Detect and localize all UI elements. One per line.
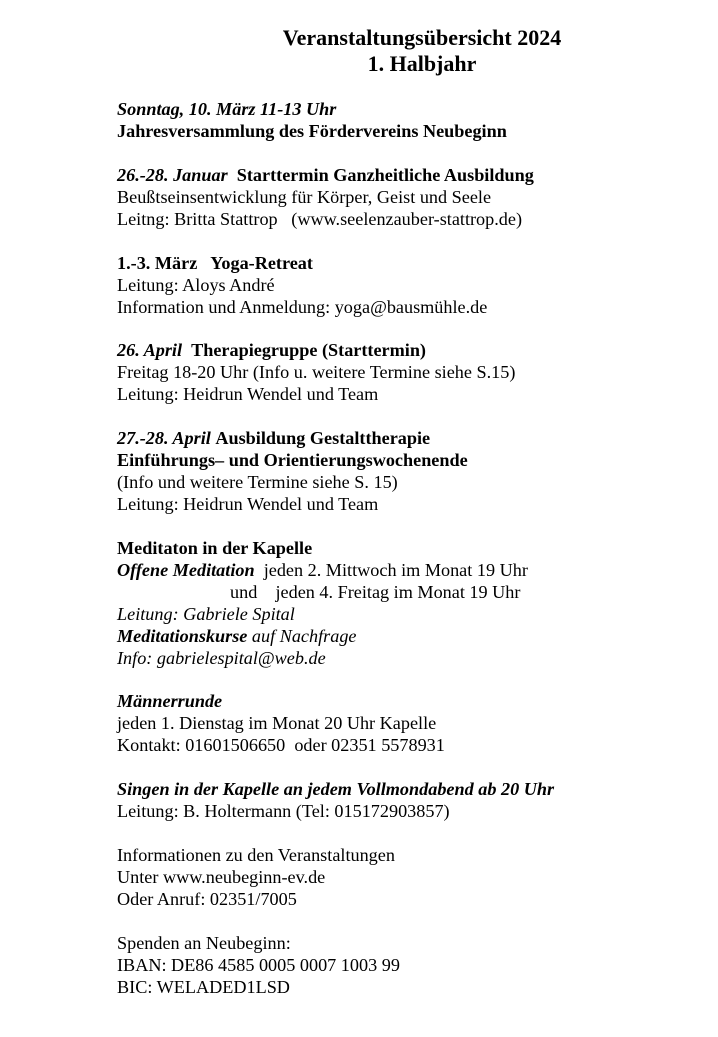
- meditation-info: Info: gabrielespital@web.de: [117, 648, 326, 668]
- meditation-kurse: [117, 625, 357, 647]
- maennerrunde-kontakt: Kontakt: 01601506650 oder 02351 5578931: [117, 735, 445, 755]
- event-info: Information und Anmeldung: yoga@bausmühle.de: [117, 297, 488, 317]
- event-heading: [117, 339, 426, 361]
- event-date: 26.-28. Januar: [117, 165, 228, 185]
- event-leitung: Leitung: Heidrun Wendel und Team: [117, 384, 379, 404]
- event-title: Starttermin Ganzheitliche Ausbildung: [236, 165, 534, 185]
- event-time: Freitag 18-20 Uhr (Info u. weitere Termine siehe S.15): [117, 362, 516, 382]
- event-date: 26. April: [117, 340, 183, 360]
- event-heading: [117, 252, 313, 274]
- event-leitung: Leitng: Britta Stattrop (www.seelenzauber-stattrop.de): [117, 209, 523, 229]
- maennerrunde-time: jeden 1. Dienstag im Monat 20 Uhr Kapelle: [117, 713, 437, 733]
- page-title: Veranstaltungsübersicht 2024: [282, 25, 562, 50]
- meditation-time: jeden 4. Freitag im Monat 19 Uhr: [275, 582, 521, 602]
- event-heading: [117, 427, 430, 449]
- event-heading: [117, 164, 534, 186]
- section-heading: Singen in der Kapelle an jedem Vollmondabend ab 20 Uhr: [117, 779, 555, 799]
- info-line: Oder Anruf: 02351/7005: [117, 889, 297, 909]
- event-date: 1.-3. März: [117, 253, 198, 273]
- event-title: Jahresversammlung des Fördervereins Neubeginn: [117, 121, 507, 141]
- event-subtitle: Einführungs– und Orientierungswochenende: [117, 450, 468, 470]
- donation-iban: IBAN: DE86 4585 0005 0007 1003 99: [117, 955, 400, 975]
- event-leitung: Leitung: Aloys André: [117, 275, 275, 295]
- event-title: Ausbildung Gestalttherapie: [215, 428, 431, 448]
- event-title: Yoga-Retreat: [210, 253, 313, 273]
- meditation-label: Offene Meditation: [117, 560, 255, 580]
- event-title: Therapiegruppe (Starttermin): [191, 340, 426, 360]
- section-heading: Männerrunde: [117, 691, 223, 711]
- meditation-leitung: Leitung: Gabriele Spital: [117, 604, 295, 624]
- meditation-line: [117, 559, 528, 581]
- event-info: (Info und weitere Termine siehe S. 15): [117, 472, 398, 492]
- meditation-und: und: [230, 582, 258, 602]
- kurse-note: auf Nachfrage: [251, 626, 357, 646]
- page-subtitle: 1. Halbjahr: [367, 51, 477, 76]
- donation-heading: Spenden an Neubeginn:: [117, 933, 291, 953]
- event-date: Sonntag, 10. März 11-13 Uhr: [117, 99, 337, 119]
- meditation-time: jeden 2. Mittwoch im Monat 19 Uhr: [263, 560, 528, 580]
- meditation-line: [230, 581, 520, 603]
- singen-leitung: Leitung: B. Holtermann (Tel: 015172903857): [117, 801, 450, 821]
- event-description: Beußtseinsentwicklung für Körper, Geist und Seele: [117, 187, 492, 207]
- info-line: Unter www.neubeginn-ev.de: [117, 867, 326, 887]
- kurse-label: Meditationskurse: [117, 626, 248, 646]
- donation-bic: BIC: WELADED1LSD: [117, 977, 290, 997]
- event-leitung: Leitung: Heidrun Wendel und Team: [117, 494, 379, 514]
- info-line: Informationen zu den Veranstaltungen: [117, 845, 395, 865]
- section-heading: Meditaton in der Kapelle: [117, 538, 313, 558]
- event-date: 27.-28. April: [117, 428, 211, 448]
